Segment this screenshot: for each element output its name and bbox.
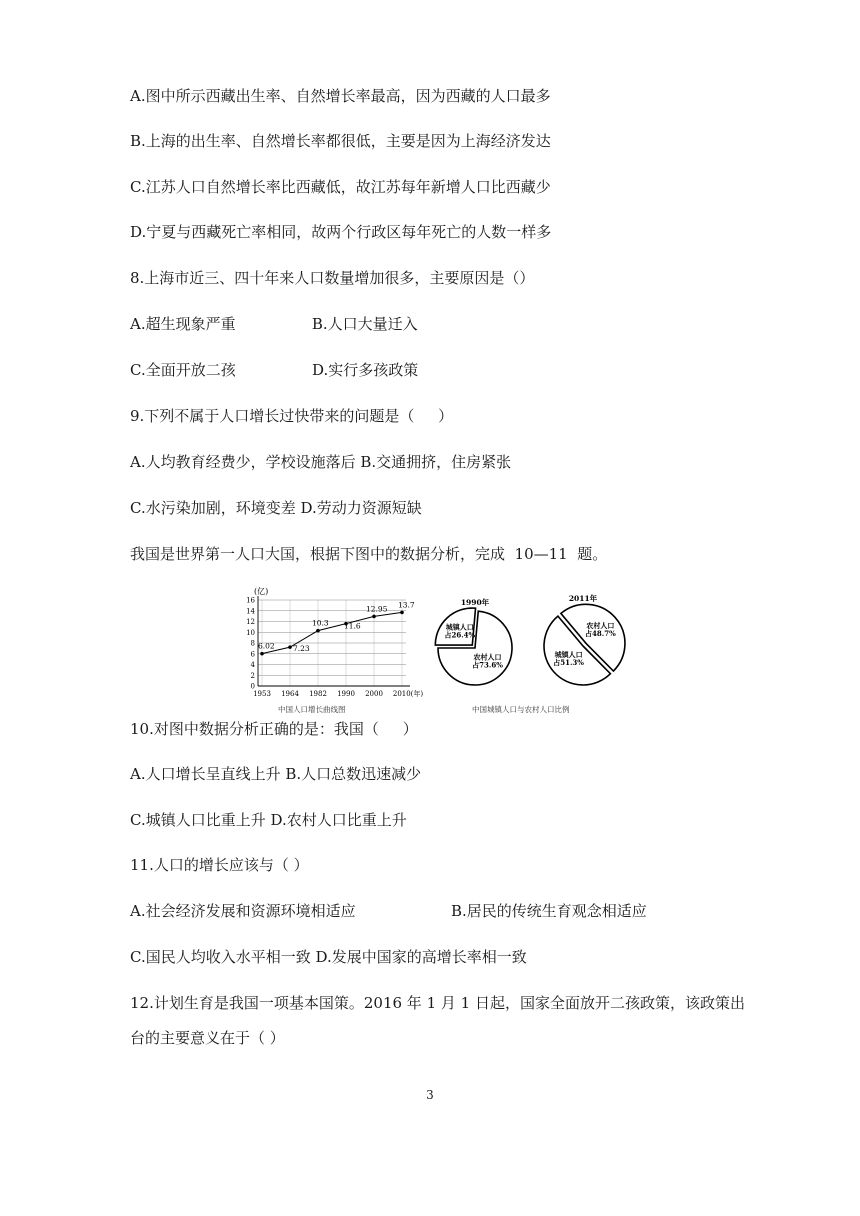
- pie-slice-label: 占73.6%: [472, 660, 503, 670]
- data-label: 11.6: [344, 621, 361, 631]
- pie-slice-label: 城镇人口: [554, 650, 583, 660]
- pie-year-label: 1990年: [460, 598, 490, 607]
- x-tick-label: 1964: [281, 690, 299, 698]
- series-line: [262, 612, 402, 653]
- data-label: 6.02: [258, 641, 275, 651]
- data-label: 10.3: [312, 618, 329, 628]
- pie-slice-label: 农村人口: [473, 652, 502, 662]
- x-tick-label: 2010(年): [392, 690, 424, 698]
- y-tick-label: 8: [250, 639, 255, 648]
- question-9-options-cd: C.水污染加剧，环境变差 D.劳动力资源短缺: [130, 499, 422, 517]
- line-chart-caption: 中国人口增长曲线图: [278, 705, 346, 714]
- population-line-chart: [246, 586, 423, 698]
- pie-year-label: 2011年: [568, 594, 598, 603]
- question-7-option-d: D.宁夏与西藏死亡率相同，故两个行政区每年死亡的人数一样多: [130, 223, 552, 241]
- x-tick-label: 1982: [309, 690, 327, 698]
- data-point: [260, 652, 264, 656]
- pie-slice-label: 城镇人口: [445, 622, 474, 632]
- data-point: [400, 611, 404, 615]
- y-tick-label: 16: [246, 596, 255, 605]
- y-tick-label: 10: [246, 628, 255, 637]
- y-tick-label: 2: [250, 671, 255, 680]
- pie-slice-label: 农村人口: [586, 621, 615, 631]
- question-7-option-c: C.江苏人口自然增长率比西藏低，故江苏每年新增人口比西藏少: [130, 178, 551, 196]
- pie-chart-1990: [435, 597, 512, 685]
- question-10-options-cd: C.城镇人口比重上升 D.农村人口比重上升: [130, 811, 407, 829]
- figure-intro: 我国是世界第一人口大国，根据下图中的数据分析，完成 10—11 题。: [130, 545, 608, 563]
- y-axis-unit: (亿): [254, 587, 269, 596]
- question-7-option-b: B.上海的出生率、自然增长率都很低，主要是因为上海经济发达: [130, 132, 551, 150]
- y-tick-label: 12: [246, 618, 255, 626]
- pie-slice-label: 占26.4%: [444, 630, 476, 640]
- data-label: 12.95: [366, 604, 388, 614]
- data-point: [288, 645, 292, 649]
- x-tick-label: 2000: [365, 690, 383, 698]
- question-11-options-cd: C.国民人均收入水平相一致 D.发展中国家的高增长率相一致: [130, 948, 527, 966]
- y-tick-label: 4: [250, 661, 255, 669]
- question-8-options-cd: C.全面开放二孩 D.实行多孩政策: [130, 361, 419, 379]
- pie-slice-label: 占48.7%: [585, 629, 616, 639]
- y-tick-label: 6: [250, 650, 255, 659]
- y-tick-label: 14: [246, 607, 255, 616]
- question-8-stem: 8.上海市近三、四十年来人口数量增加很多，主要原因是（）: [130, 269, 535, 287]
- question-8-options-ab: A.超生现象严重 B.人口大量迁入: [130, 315, 418, 333]
- question-7-option-a: A.图中所示西藏出生率、自然增长率最高，因为西藏的人口最多: [130, 87, 551, 105]
- question-9-options-ab: A.人均教育经费少，学校设施落后 B.交通拥挤，住房紧张: [130, 453, 512, 471]
- question-10-stem: 10.对图中数据分析正确的是：我国（ ）: [130, 720, 418, 738]
- question-9-stem: 9.下列不属于人口增长过快带来的问题是（ ）: [130, 407, 454, 425]
- question-12-stem-line-1: 12.计划生育是我国一项基本国策。2016 年 1 月 1 日起，国家全面放开二孩政策，该政策出: [130, 994, 745, 1012]
- data-point: [316, 629, 320, 633]
- population-figure: [230, 578, 650, 723]
- question-12-stem-line-2: 台的主要意义在于（ ）: [130, 1029, 285, 1047]
- question-10-options-ab: A.人口增长呈直线上升 B.人口总数迅速减少: [130, 765, 422, 783]
- y-tick-label: 0: [250, 682, 255, 691]
- pie-chart-caption: 中国城镇人口与农村人口比例: [472, 705, 570, 714]
- data-label: 7.23: [293, 644, 310, 654]
- page-number: 3: [426, 1088, 434, 1102]
- pie-slice-label: 占51.3%: [553, 658, 584, 668]
- pie-chart-2011: [544, 593, 625, 685]
- figure-svg: [230, 578, 650, 723]
- data-label: 13.7: [398, 600, 415, 610]
- x-tick-label: 1990: [337, 690, 355, 698]
- question-11-stem: 11.人口的增长应该与（ ）: [130, 856, 309, 874]
- question-11-options-ab: A.社会经济发展和资源环境相适应 B.居民的传统生育观念相适应: [130, 902, 647, 920]
- x-tick-label: 1953: [253, 690, 271, 698]
- data-point: [372, 615, 376, 619]
